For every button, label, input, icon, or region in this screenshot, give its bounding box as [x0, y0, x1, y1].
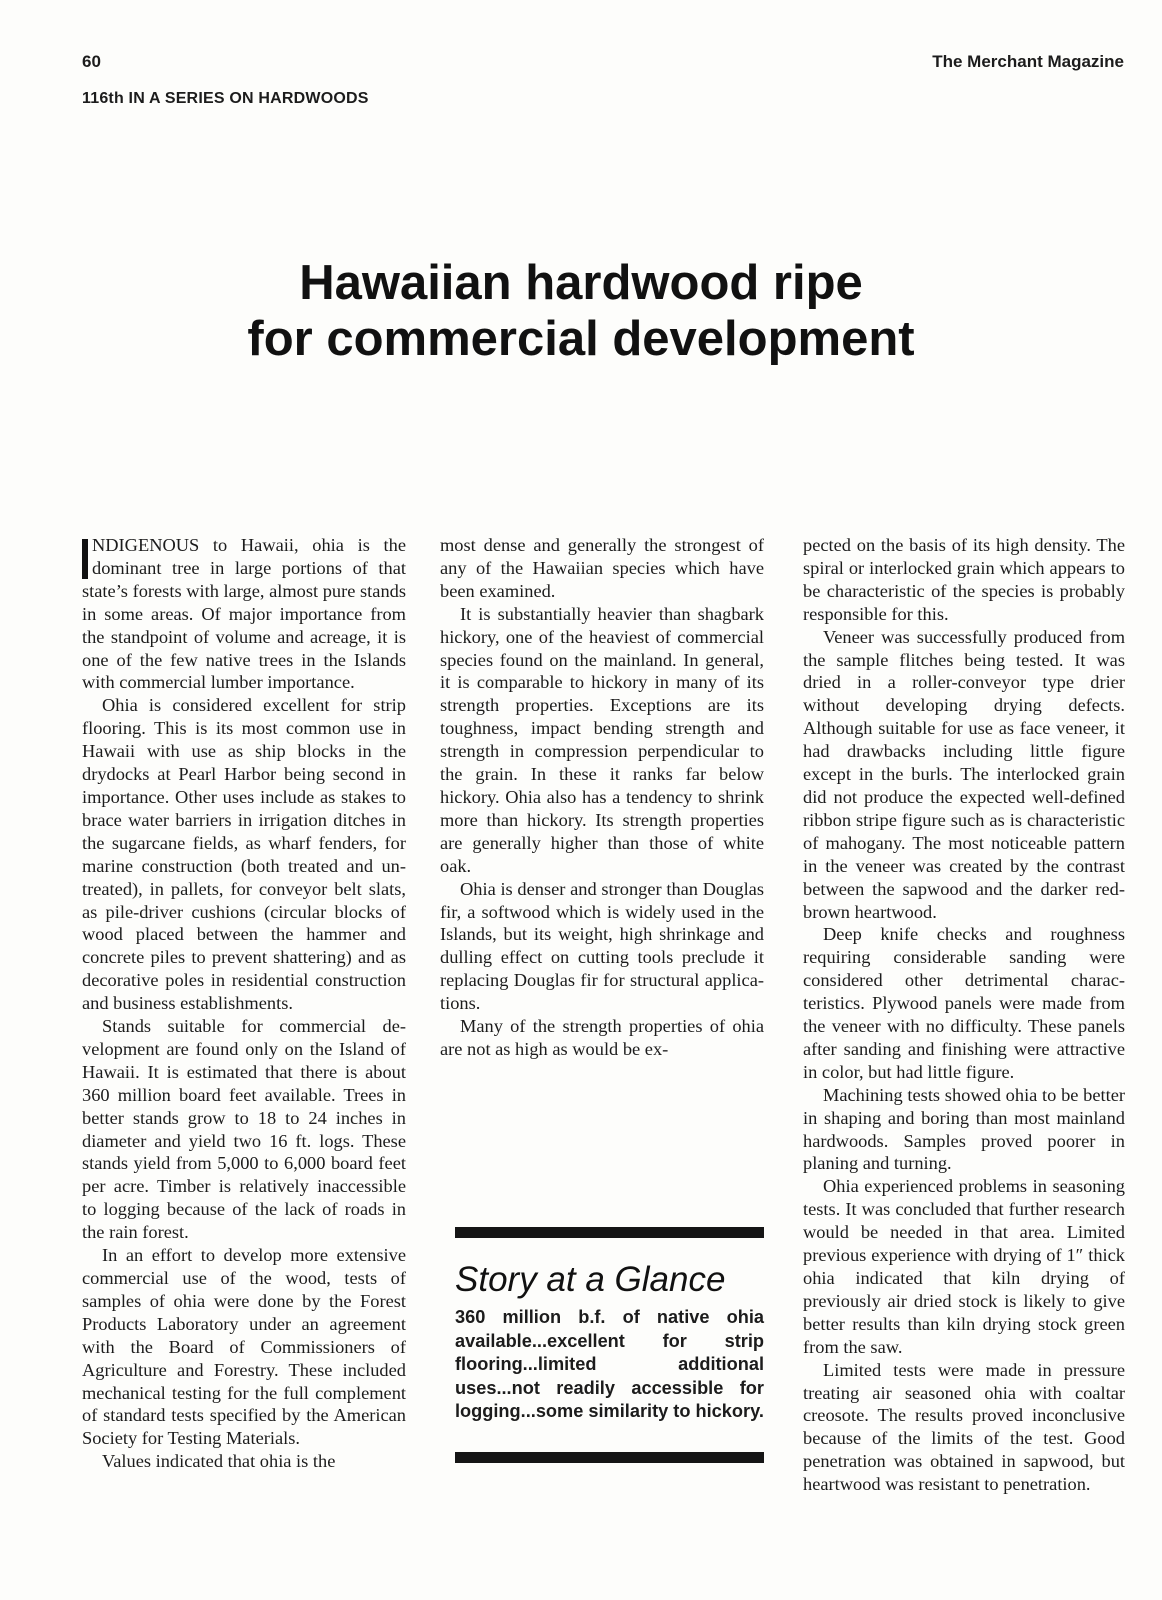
paragraph: It is substantially heavier than shagbark hickory, one of the heaviest of commercial species found on the mainland. In general, it is comparable to hickory in many of its strength properties. Exceptions are its toughness, impact bending strength and strength in compression perpendicular to the grain. In these it ranks far below hickory. Ohia also has a tendency to shrink more than hickory. Its strength properties are generally higher than those of white oak. [440, 603, 764, 876]
story-at-a-glance-box [455, 1227, 764, 1463]
series-line: 116th IN A SERIES ON HARDWOODS [82, 90, 369, 107]
paragraph-text: NDIGENOUS to Hawaii, ohia is the dominant tree in large portions of that state’s forests with large, almost pure stands in some areas. Of major importance from the standpoint of volume and acreage, it is one of the few native trees in the Islands with commercial lumber importance. [82, 535, 406, 693]
drop-cap-i [82, 539, 88, 579]
article-headline [0, 255, 1162, 367]
paragraph [82, 534, 406, 694]
page-number: 60 [82, 52, 101, 71]
paragraph: Values indicated that ohia is the [102, 1451, 336, 1472]
headline-line-1: Hawaiian hardwood ripe [299, 256, 863, 310]
article-column-2 [440, 534, 764, 1061]
paragraph: Ohia experienced problems in seasoning tests. It was concluded that further research would be needed in that area. Limited previous experience with drying of 1″ thick ohia indicated that kiln drying of previously air dried stock is likely to give better results than kiln drying stock green from the saw. [803, 1176, 1125, 1357]
paragraph: Ohia is considered excellent for strip flooring. This is its most common use in Hawaii with use as ship blocks in the drydocks at Pearl Harbor being second in importance. Other uses include as stakes to brace water barriers in irrigation ditches in the sugarcane fields, as wharf fenders, for marine construction (both treated and untreated), in pallets, for conveyor belt slats, as pile-driver cushions (circular blocks of wood placed between the hammer and concrete piles to prevent shattering) and as decorative poles in residential construction and business establishments. [82, 695, 406, 1014]
paragraph: Stands suitable for commercial development are found only on the Island of Hawaii. It is estimated that there is about 360 million board feet available. Trees in better stands grow to 18 to 24 inches in diameter and yield two 16 ft. logs. These stands yield from 5,000 to 6,000 board feet per acre. Timber is relatively inaccessible to logging because of the lack of roads in the rain forest. [82, 1016, 406, 1243]
paragraph: Machining tests showed ohia to be better in shaping and boring than most mainland hardwoods. Samples proved poorer in planing and turning. [803, 1084, 1125, 1174]
paragraph: Many of the strength properties of ohia are not as high as would be ex- [440, 1016, 764, 1059]
paragraph: Ohia is denser and stronger than Douglas fir, a softwood which is widely used in the Islands, but its weight, high shrinkage and dulling effect on cutting tools preclude it replacing Douglas fir for structural applications. [440, 878, 764, 1014]
glance-summary: 360 million b.f. of native ohia available...excellent for strip flooring...limited additional uses...not readily accessible for logging...some similarity to hickory. [455, 1307, 764, 1421]
paragraph: Veneer was successfully produced from the sample flitches being tested. It was dried in a roller-conveyor type drier without developing drying defects. Although suitable for use as face veneer, it had drawbacks including little figure except in the burls. The interlocked grain did not produce the expected well-defined ribbon stripe figure such as is characteristic of mahogany. The most noticeable pattern in the veneer was created by the contrast between the sapwood and the darker red-brown heartwood. [803, 626, 1125, 922]
article-column-3 [803, 534, 1125, 1496]
paragraph: pected on the basis of its high density. The spiral or interlocked grain which appears to be characteristic of the species is probably responsible for this. [803, 535, 1125, 624]
paragraph: In an effort to develop more extensive commercial use of the wood, tests of samples of ohia were done by the Forest Products Laboratory under an agreement with the Board of Commissioners of Agriculture and Forestry. These included mechanical testing for the full complement of standard tests specified by the American Society for Testing Materials. [82, 1245, 406, 1449]
article-column-1 [82, 534, 406, 1473]
paragraph: Limited tests were made in pressure treating air seasoned ohia with coaltar creosote. The results proved inconclusive because of the limits of the test. Good penetration was obtained in sapwood, but heartwood was resistant to penetration. [803, 1359, 1125, 1495]
paragraph: Deep knife checks and roughness requiring considerable sanding were considered other detrimental characteristics. Plywood panels were made from the veneer with no difficulty. These panels after sanding and finishing were attractive in color, but had little figure. [803, 924, 1125, 1082]
headline-line-2: for commercial development [247, 312, 915, 366]
paragraph: most dense and generally the strongest of any of the Hawaiian species which have been examined. [440, 535, 764, 601]
bottom-rule [455, 1452, 764, 1463]
top-rule [455, 1227, 764, 1238]
magazine-name: The Merchant Magazine [932, 52, 1124, 71]
glance-title: Story at a Glance [455, 1260, 726, 1299]
